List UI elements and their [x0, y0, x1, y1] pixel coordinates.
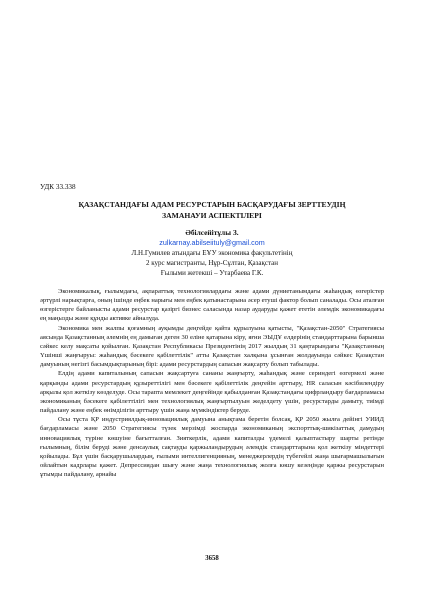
body-paragraph: Экономика мен жалпы қоғамның ауқымды деңгейде қайта құрылуына қатысты, "Қазақстан-2050" Стратегиясы аясында Қазақстанның әлемнің ең дамыған деген 30 еліне қатарына кіру, яғни ЭЫДҰ елдерінің стандарттарына барынша сәйкес келу мақсаты қойылған. Қазақстан Республикасы Президентінің 2017 жылдың 31 қаңтарындағы "Қазақстанның Үшінші жаңғыруы: жаһандық бәсекеге қабілеттілік" атты Қазақстан халқына ұсынған жолдауында сәйкес Қазақстан дамуының негізгі басымдықтарының бірі: адами ресурстардың сапасын жақсарту болып табылады. [40, 324, 384, 369]
article-title [40, 199, 384, 221]
affiliation-line: Л.Н.Гумилев атындағы ЕҰУ экономика факультетінің [131, 249, 293, 257]
body-paragraph: Экономикалық, ғылымдағы, ақпараттық технологиялардағы және адами дүниетанымдағы жаһандық өзгерістер әртүрлі нарықтарға, оның ішінде еңбек нарығы мен еңбек қатынастарына әсер етуші фактор болып саналады. Осы аталған өзгерістерге байланысты адами ресурстар қазіргі бизнес саласында назар аударуды қажет ететін әлемдік экономикадағы ең маңызды және құнды активке айналуда. [40, 288, 384, 323]
author-affiliation [40, 248, 384, 278]
page-number: 3658 [205, 555, 219, 562]
title-line-2: ЗАМАНАУИ АСПЕКТІЛЕРІ [162, 211, 262, 220]
author-email-link[interactable]: zulkarnay.abilseiituly@gmail.com [159, 238, 265, 247]
affiliation-line: 2 курс магистранты, Нұр-Сұлтан, Қазақстан [145, 259, 279, 267]
affiliation-line: Ғылыми жетекші – Утарбаева Г.К. [160, 269, 264, 277]
body-paragraph: Елдің адами капиталының сапасын жақсартуға сананы жаңғырту, жаһандық және сериндегі өзгермелі және қарқынды адами ресурстардың құзыреттілігі мен бәсекеге қабілеттілік деңгейін арттыру, HR саласын кәсібилендіру арқылы қол жеткізу көзделуде. Осы тарапта мемлекет деңгейінде қабылданған Қазақстандағы цифрландыру бағдарламасы экономиканың бәсекеге қабілеттілігі мен технологиялық жаңғыртылуын жеделдету үшін, ресурстарды дамыту, тиімді пайдалану және еңбек өнімділігін арттыру үшін жаңа мүмкіндіктер беруде. [40, 370, 384, 415]
title-line-1: ҚАЗАҚСТАНДАҒЫ АДАМ РЕСУРСТАРЫН БАСҚАРУДАҒЫ ЗЕРТТЕУДІҢ [78, 200, 346, 209]
article-body [40, 287, 384, 479]
udk-code: УДК 33.338 [40, 183, 76, 191]
body-paragraph: Осы тұста ҚР индустриялдық-инновациялық дамуына анықтама беретін болсақ, ҚР 2050 жылға дейінгі УИИД бағдарламасы және 2050 Стратегиясы түзек мерзімді жоспарда экономиканың экспорттық-шикізаттық дамудың инновациялық түріне көшуіне бағытталған. Зияткерлік, адами капиталды үдемелі қалыптастыру шарты ретінде ғылымның, білім беруді және денсаулық сақтауды қаржыландырудың әлемдік стандарттарына қол жеткізу міндеттері қойылады. Бұл үшін басқарушылардың, ғылыми интеллигенцияның, менеджерлердің түбегейлі жаңа шығармашылығын ойлайтын кадрлары қажет. Депрессиядан шығу және жаңа технологиялық жолға көшу кезеңінде қаржы ресурстарын ұтымды пайдалану, арнайы [40, 416, 384, 479]
author-name: Әбілсейітұлы З. [185, 228, 239, 237]
